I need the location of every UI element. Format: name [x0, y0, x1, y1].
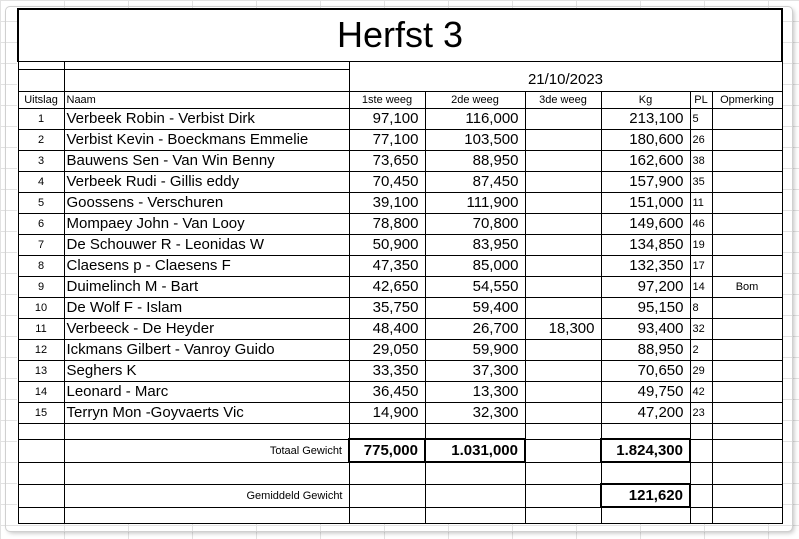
- table-row: [18, 192, 782, 213]
- cell-weeg-2: 26,700: [425, 318, 525, 339]
- cell-weeg-1: 70,450: [349, 171, 425, 192]
- cell-kg: 88,950: [601, 339, 690, 360]
- table-row: [18, 381, 782, 402]
- results-table: [17, 8, 783, 524]
- cell-pl: 8: [690, 297, 712, 318]
- cell-opmerking: [712, 129, 782, 150]
- cell-kg: 93,400: [601, 318, 690, 339]
- cell-kg: 213,100: [601, 108, 690, 129]
- cell-opmerking: [712, 360, 782, 381]
- cell-weeg-1: 42,650: [349, 276, 425, 297]
- cell-opmerking: [712, 339, 782, 360]
- cell-opmerking: [712, 213, 782, 234]
- header-pl: PL: [690, 91, 712, 108]
- results-body: [18, 108, 782, 423]
- cell-weeg-3: [525, 129, 601, 150]
- table-row: [18, 339, 782, 360]
- cell-kg: 49,750: [601, 381, 690, 402]
- cell-weeg-3: [525, 402, 601, 423]
- cell-uitslag: 6: [18, 213, 64, 234]
- cell-uitslag: 15: [18, 402, 64, 423]
- table-row: [18, 297, 782, 318]
- cell-weeg-2: 103,500: [425, 129, 525, 150]
- cell-naam: Ickmans Gilbert - Vanroy Guido: [64, 339, 349, 360]
- header-naam: Naam: [64, 91, 349, 108]
- cell-pl: 26: [690, 129, 712, 150]
- cell-opmerking: [712, 255, 782, 276]
- table-row: [18, 171, 782, 192]
- cell-weeg-2: 87,450: [425, 171, 525, 192]
- cell-weeg-2: 85,000: [425, 255, 525, 276]
- date-header: 21/10/2023: [349, 69, 782, 91]
- cell-naam: De Wolf F - Islam: [64, 297, 349, 318]
- cell-weeg-3: [525, 213, 601, 234]
- cell-naam: Mompaey John - Van Looy: [64, 213, 349, 234]
- cell-naam: Verbeek Robin - Verbist Dirk: [64, 108, 349, 129]
- cell-uitslag: 4: [18, 171, 64, 192]
- table-row: [18, 150, 782, 171]
- cell-naam: Terryn Mon -Goyvaerts Vic: [64, 402, 349, 423]
- cell-opmerking: [712, 318, 782, 339]
- cell-weeg-1: 97,100: [349, 108, 425, 129]
- cell-weeg-2: 32,300: [425, 402, 525, 423]
- average-row: [18, 484, 782, 507]
- cell-opmerking: [712, 297, 782, 318]
- cell-kg: 149,600: [601, 213, 690, 234]
- cell-weeg-2: 37,300: [425, 360, 525, 381]
- cell-kg: 151,000: [601, 192, 690, 213]
- cell-pl: 29: [690, 360, 712, 381]
- page-title: Herfst 3: [18, 9, 782, 61]
- cell-weeg-1: 29,050: [349, 339, 425, 360]
- cell-kg: 180,600: [601, 129, 690, 150]
- cell-pl: 14: [690, 276, 712, 297]
- cell-kg: 162,600: [601, 150, 690, 171]
- cell-weeg-1: 50,900: [349, 234, 425, 255]
- table-row: [18, 255, 782, 276]
- cell-weeg-3: [525, 108, 601, 129]
- cell-weeg-2: 83,950: [425, 234, 525, 255]
- cell-opmerking: [712, 150, 782, 171]
- table-row: [18, 108, 782, 129]
- cell-pl: 42: [690, 381, 712, 402]
- table-row: [18, 213, 782, 234]
- cell-kg: 132,350: [601, 255, 690, 276]
- header-row: [18, 91, 782, 108]
- cell-uitslag: 5: [18, 192, 64, 213]
- average-label: Gemiddeld Gewicht: [64, 484, 349, 507]
- table-row: [18, 234, 782, 255]
- cell-pl: 11: [690, 192, 712, 213]
- header-weeg-3: 3de weeg: [525, 91, 601, 108]
- cell-uitslag: 8: [18, 255, 64, 276]
- cell-weeg-1: 35,750: [349, 297, 425, 318]
- total-weeg-1: 775,000: [349, 439, 425, 462]
- table-row: [18, 129, 782, 150]
- cell-weeg-1: 77,100: [349, 129, 425, 150]
- cell-kg: 70,650: [601, 360, 690, 381]
- cell-naam: Duimelinch M - Bart: [64, 276, 349, 297]
- cell-weeg-1: 78,800: [349, 213, 425, 234]
- cell-uitslag: 3: [18, 150, 64, 171]
- cell-pl: 17: [690, 255, 712, 276]
- header-opmerking: Opmerking: [712, 91, 782, 108]
- average-kg: 121,620: [601, 484, 690, 507]
- cell-pl: 19: [690, 234, 712, 255]
- cell-kg: 134,850: [601, 234, 690, 255]
- cell-weeg-3: [525, 234, 601, 255]
- cell-naam: Goossens - Verschuren: [64, 192, 349, 213]
- totals-label: Totaal Gewicht: [64, 439, 349, 462]
- cell-naam: Verbist Kevin - Boeckmans Emmelie: [64, 129, 349, 150]
- cell-weeg-2: 116,000: [425, 108, 525, 129]
- cell-uitslag: 9: [18, 276, 64, 297]
- cell-weeg-3: [525, 171, 601, 192]
- cell-kg: 47,200: [601, 402, 690, 423]
- cell-uitslag: 13: [18, 360, 64, 381]
- header-weeg-2: 2de weeg: [425, 91, 525, 108]
- cell-weeg-1: 73,650: [349, 150, 425, 171]
- cell-weeg-2: 70,800: [425, 213, 525, 234]
- cell-kg: 97,200: [601, 276, 690, 297]
- cell-weeg-2: 13,300: [425, 381, 525, 402]
- cell-weeg-1: 33,350: [349, 360, 425, 381]
- cell-naam: Verbeeck - De Heyder: [64, 318, 349, 339]
- cell-uitslag: 12: [18, 339, 64, 360]
- cell-weeg-3: 18,300: [525, 318, 601, 339]
- cell-uitslag: 7: [18, 234, 64, 255]
- cell-weeg-1: 14,900: [349, 402, 425, 423]
- cell-naam: Claesens p - Claesens F: [64, 255, 349, 276]
- cell-weeg-2: 88,950: [425, 150, 525, 171]
- cell-opmerking: Bom: [712, 276, 782, 297]
- cell-weeg-3: [525, 381, 601, 402]
- total-weeg-2: 1.031,000: [425, 439, 525, 462]
- cell-pl: 2: [690, 339, 712, 360]
- cell-naam: Leonard - Marc: [64, 381, 349, 402]
- header-kg: Kg: [601, 91, 690, 108]
- cell-naam: De Schouwer R - Leonidas W: [64, 234, 349, 255]
- cell-opmerking: [712, 402, 782, 423]
- cell-opmerking: [712, 381, 782, 402]
- cell-pl: 5: [690, 108, 712, 129]
- cell-weeg-1: 36,450: [349, 381, 425, 402]
- cell-opmerking: [712, 108, 782, 129]
- cell-weeg-3: [525, 192, 601, 213]
- cell-uitslag: 10: [18, 297, 64, 318]
- cell-weeg-3: [525, 339, 601, 360]
- cell-pl: 32: [690, 318, 712, 339]
- cell-weeg-3: [525, 255, 601, 276]
- cell-pl: 38: [690, 150, 712, 171]
- cell-weeg-1: 39,100: [349, 192, 425, 213]
- cell-weeg-1: 48,400: [349, 318, 425, 339]
- header-uitslag: Uitslag: [18, 91, 64, 108]
- cell-naam: Verbeek Rudi - Gillis eddy: [64, 171, 349, 192]
- cell-opmerking: [712, 234, 782, 255]
- totals-row: [18, 439, 782, 462]
- header-weeg-1: 1ste weeg: [349, 91, 425, 108]
- cell-weeg-3: [525, 360, 601, 381]
- table-row: [18, 402, 782, 423]
- cell-pl: 23: [690, 402, 712, 423]
- cell-naam: Bauwens Sen - Van Win Benny: [64, 150, 349, 171]
- cell-weeg-2: 111,900: [425, 192, 525, 213]
- cell-kg: 157,900: [601, 171, 690, 192]
- table-row: [18, 360, 782, 381]
- cell-uitslag: 2: [18, 129, 64, 150]
- table-row: [18, 318, 782, 339]
- cell-kg: 95,150: [601, 297, 690, 318]
- cell-opmerking: [712, 171, 782, 192]
- cell-uitslag: 14: [18, 381, 64, 402]
- cell-pl: 35: [690, 171, 712, 192]
- cell-weeg-3: [525, 297, 601, 318]
- cell-weeg-3: [525, 150, 601, 171]
- cell-weeg-1: 47,350: [349, 255, 425, 276]
- cell-naam: Seghers K: [64, 360, 349, 381]
- cell-weeg-2: 59,400: [425, 297, 525, 318]
- cell-weeg-2: 54,550: [425, 276, 525, 297]
- cell-weeg-2: 59,900: [425, 339, 525, 360]
- table-row: [18, 276, 782, 297]
- cell-uitslag: 11: [18, 318, 64, 339]
- cell-weeg-3: [525, 276, 601, 297]
- cell-uitslag: 1: [18, 108, 64, 129]
- cell-opmerking: [712, 192, 782, 213]
- cell-pl: 46: [690, 213, 712, 234]
- total-kg: 1.824,300: [601, 439, 690, 462]
